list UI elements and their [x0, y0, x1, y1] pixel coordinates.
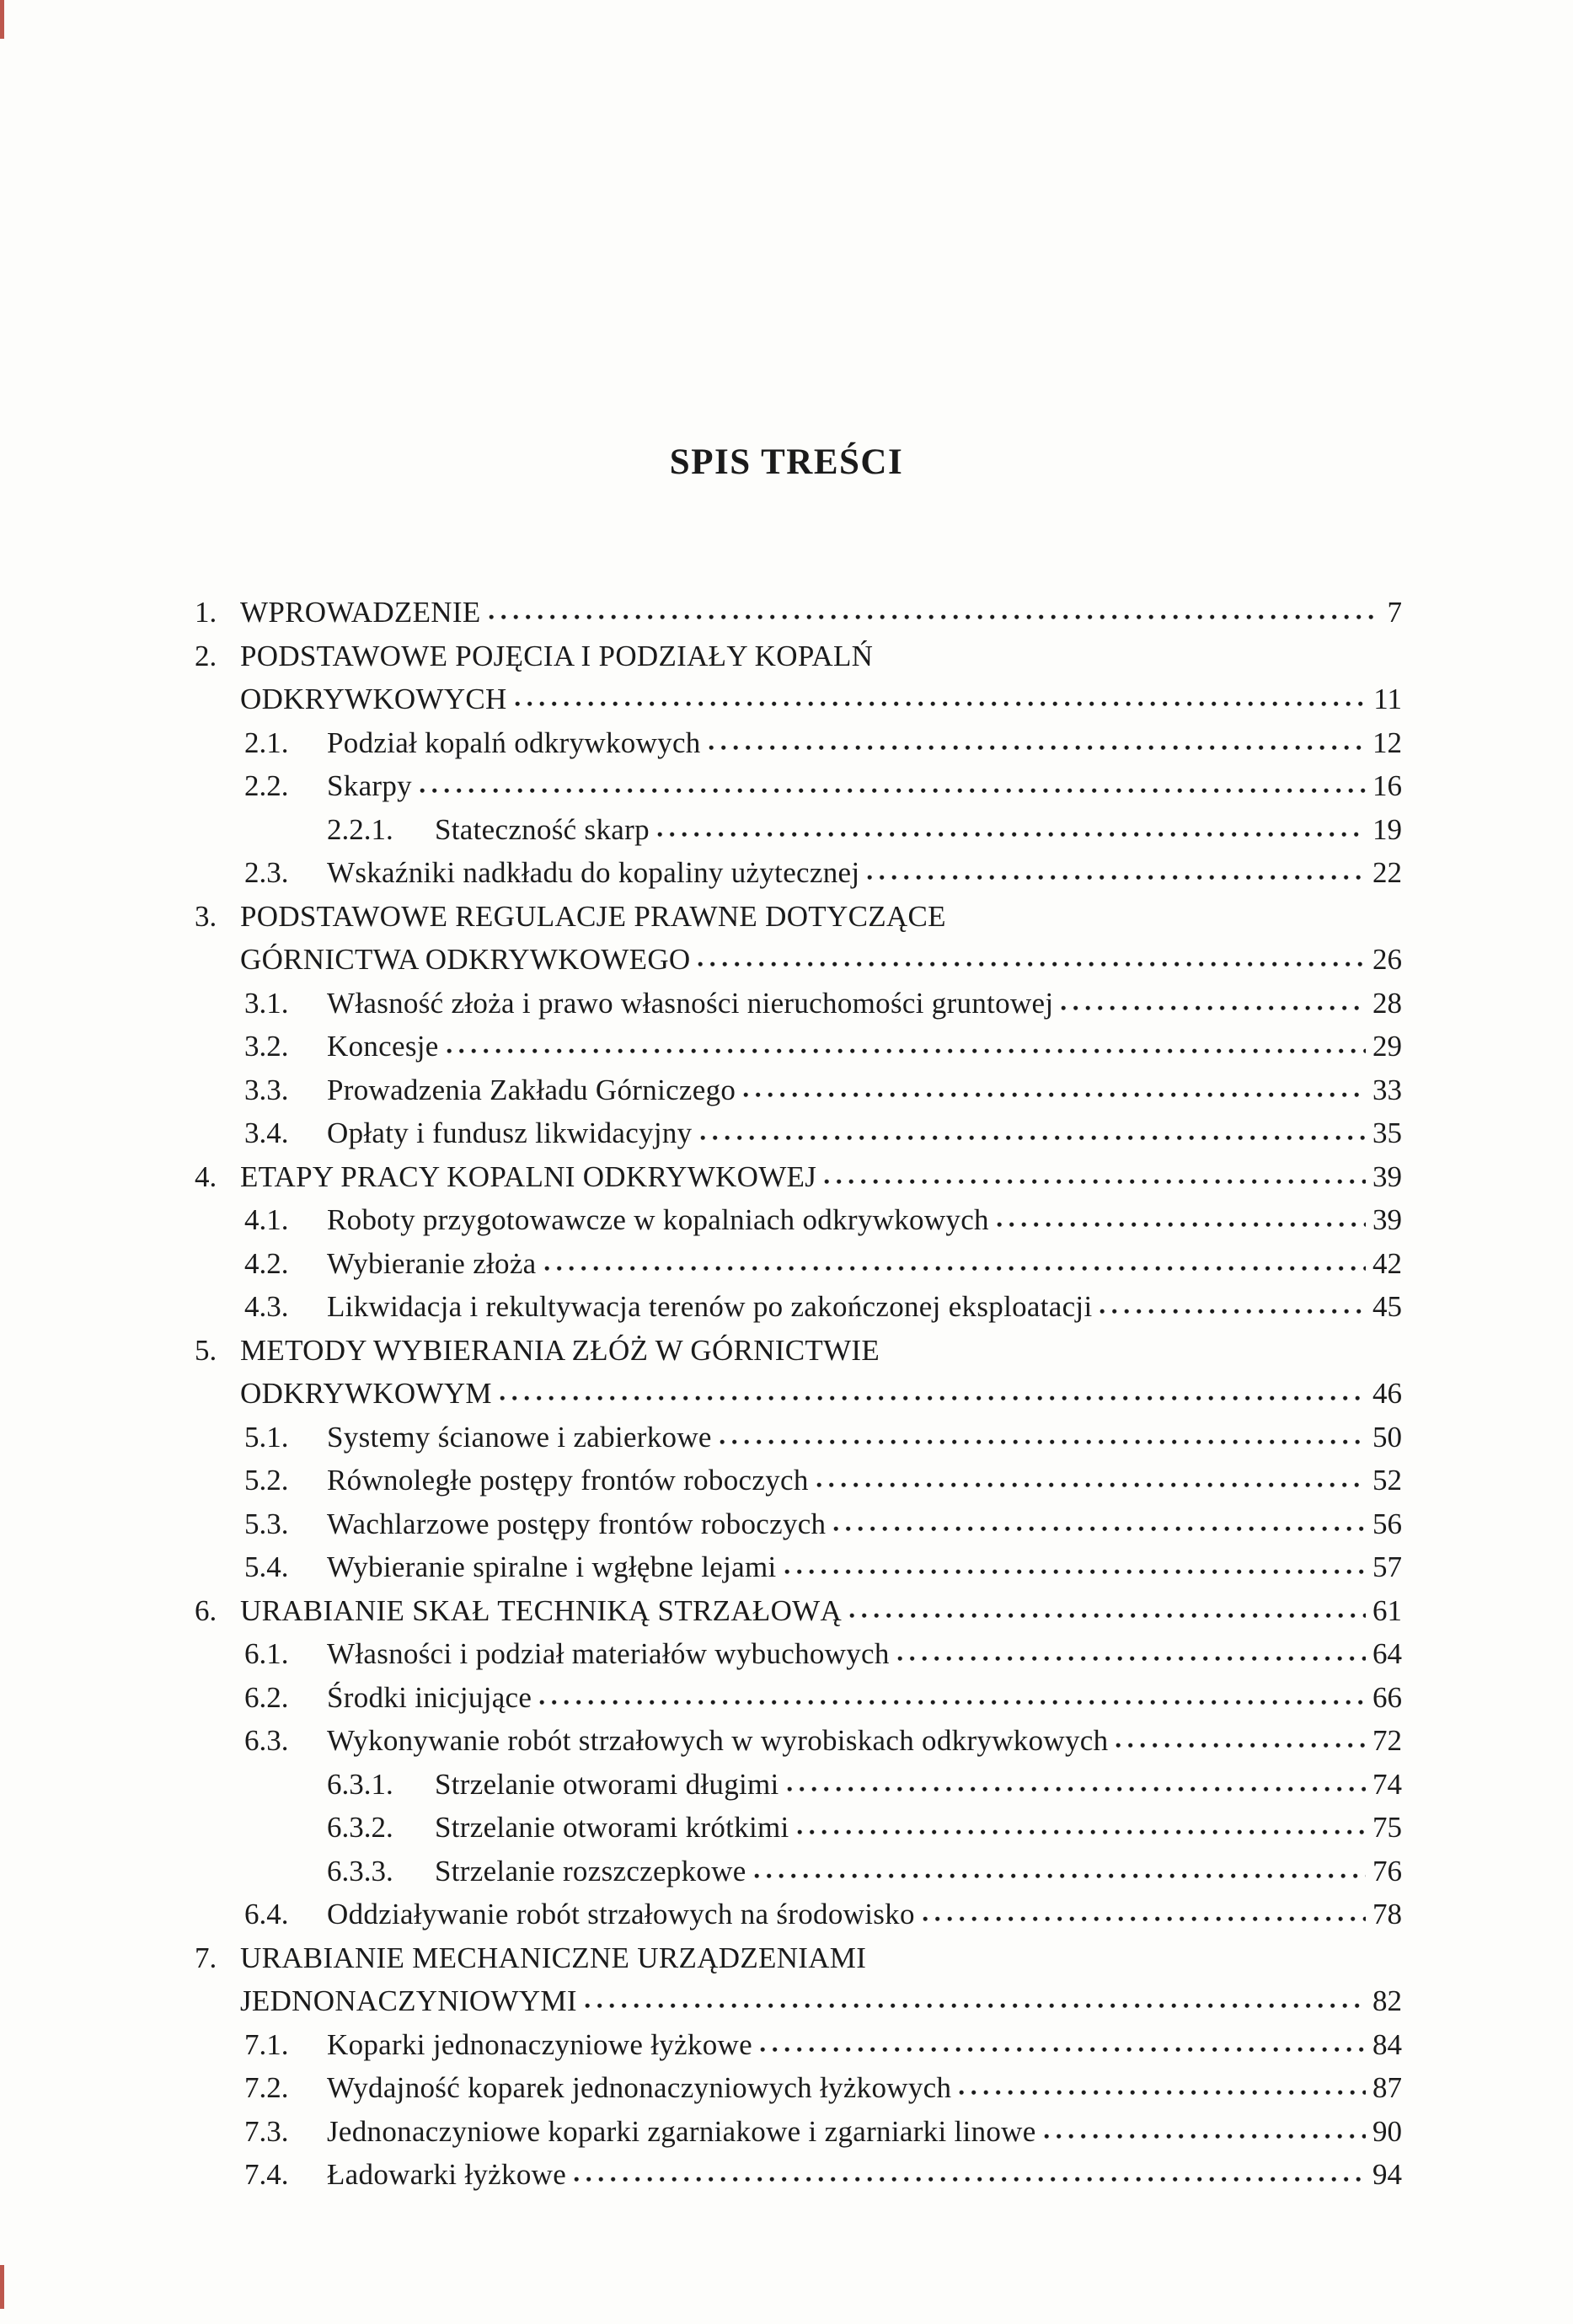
entry-label: ODKRYWKOWYM: [240, 1377, 492, 1410]
entry-page-number: 84: [1372, 2027, 1402, 2061]
toc-entry: [0, 1285, 1402, 1329]
dot-leader: [754, 1872, 1366, 1879]
toc-entry: [0, 982, 1402, 1025]
toc-entry: [0, 2066, 1402, 2110]
entry-label: Stateczność skarp: [435, 812, 650, 846]
entry-page-number: 74: [1372, 1767, 1402, 1801]
toc-entry: [0, 1632, 1402, 1676]
entry-label: Roboty przygotowawcze w kopalniach odkrywkowych: [327, 1203, 989, 1236]
entry-page-number: 90: [1372, 2114, 1402, 2148]
dot-leader: [784, 1568, 1367, 1575]
entry-number: 5.: [195, 1333, 217, 1367]
toc-entry: [0, 1545, 1402, 1589]
page-title: SPIS TREŚCI: [669, 442, 904, 482]
dot-leader: [743, 1091, 1366, 1098]
entry-number: 5.4.: [244, 1550, 289, 1583]
dot-leader: [867, 874, 1366, 881]
entry-label: GÓRNICTWA ODKRYWKOWEGO: [240, 943, 691, 976]
dot-leader: [760, 2046, 1366, 2053]
dot-leader: [544, 1265, 1366, 1272]
entry-number: 1.: [195, 596, 217, 629]
entry-number: 3.: [195, 899, 217, 933]
toc-entry: [0, 1893, 1402, 1936]
dot-leader: [997, 1221, 1366, 1228]
dot-leader: [849, 1612, 1366, 1619]
entry-label: Wybieranie złoża: [327, 1246, 537, 1280]
toc-entry: [0, 591, 1402, 635]
dot-leader: [923, 1915, 1366, 1922]
entry-page-number: 39: [1372, 1203, 1402, 1236]
entry-label: PODSTAWOWE POJĘCIA I PODZIAŁY KOPALŃ: [240, 639, 874, 672]
entry-label: WPROWADZENIE: [240, 596, 481, 629]
toc-entry: [0, 721, 1402, 765]
entry-label: Wybieranie spiralne i wgłębne lejami: [327, 1550, 777, 1583]
toc-entry: [0, 635, 1402, 678]
entry-page-number: 78: [1372, 1898, 1402, 1930]
entry-label: Wykonywanie robót strzałowych w wyrobiskach odkrywkowych: [327, 1724, 1109, 1757]
entry-label: Równoległe postępy frontów roboczych: [327, 1464, 809, 1497]
entry-page-number: 26: [1372, 943, 1402, 976]
entry-label: Strzelanie rozszczepkowe: [435, 1854, 746, 1888]
entry-page-number: 42: [1372, 1246, 1402, 1280]
entry-number: 6.4.: [244, 1898, 289, 1930]
entry-page-number: 45: [1372, 1290, 1402, 1323]
entry-number: 4.2.: [244, 1246, 289, 1280]
entry-number: 5.2.: [244, 1464, 289, 1497]
entry-number: 6.1.: [244, 1637, 289, 1670]
entry-label: Strzelanie otworami krótkimi: [435, 1811, 789, 1844]
dot-leader: [515, 700, 1367, 707]
dot-leader: [1061, 1004, 1366, 1011]
entry-page-number: 28: [1372, 986, 1402, 1020]
entry-label: METODY WYBIERANIA ZŁÓŻ W GÓRNICTWIE: [240, 1333, 880, 1367]
dot-leader: [1099, 1308, 1366, 1315]
entry-page-number: 46: [1372, 1377, 1402, 1410]
entry-page-number: 75: [1372, 1811, 1402, 1844]
toc-entry: [0, 1372, 1402, 1416]
dot-leader: [585, 2002, 1366, 2009]
toc-entry: [0, 808, 1402, 852]
entry-label: URABIANIE MECHANICZNE URZĄDZENIAMI: [240, 1941, 867, 1974]
toc-entry: [0, 1719, 1402, 1763]
entry-label: Koparki jednonaczyniowe łyżkowe: [327, 2027, 752, 2061]
entry-number: 7.1.: [244, 2027, 289, 2061]
dot-leader: [709, 744, 1366, 751]
toc-entry: [0, 2153, 1402, 2197]
toc-entry: [0, 851, 1402, 895]
entry-number: 4.1.: [244, 1203, 289, 1236]
toc-entry: [0, 1589, 1402, 1633]
entry-label: Jednonaczyniowe koparki zgarniakowe i zgarniarki linowe: [327, 2114, 1036, 2148]
entry-label: Systemy ścianowe i zabierkowe: [327, 1420, 712, 1454]
entry-page-number: 50: [1372, 1420, 1402, 1454]
entry-number: 6.3.2.: [327, 1811, 393, 1844]
dot-leader: [824, 1178, 1366, 1185]
toc-entry: [0, 1502, 1402, 1546]
dot-leader: [574, 2176, 1366, 2182]
entry-page-number: 16: [1372, 769, 1402, 802]
toc-entry: [0, 1242, 1402, 1286]
entry-label: Wydajność koparek jednonaczyniowych łyżkowych: [327, 2071, 952, 2104]
dot-leader: [500, 1395, 1366, 1401]
entry-number: 6.3.1.: [327, 1767, 393, 1801]
toc-entry: [0, 1850, 1402, 1893]
entry-label: Wskaźniki nadkładu do kopaliny użytecznej: [327, 856, 860, 889]
entry-page-number: 11: [1373, 683, 1402, 715]
toc-entry: [0, 677, 1402, 721]
entry-label: Środki inicjujące: [327, 1680, 532, 1714]
toc-entry: [0, 1936, 1402, 1980]
entry-label: JEDNONACZYNIOWYMI: [240, 1984, 577, 2017]
entry-label: Podział kopalń odkrywkowych: [327, 726, 701, 759]
entry-page-number: 52: [1372, 1464, 1402, 1497]
entry-number: 3.2.: [244, 1030, 289, 1063]
entry-number: 6.3.3.: [327, 1854, 393, 1888]
entry-label: Strzelanie otworami długimi: [435, 1767, 779, 1801]
toc-entry: [0, 1155, 1402, 1199]
entry-page-number: 19: [1372, 812, 1402, 846]
dot-leader: [698, 961, 1366, 967]
entry-number: 7.4.: [244, 2158, 289, 2191]
entry-page-number: 94: [1372, 2158, 1402, 2191]
entry-number: 7.: [195, 1941, 217, 1974]
dot-leader: [700, 1134, 1367, 1141]
entry-number: 7.2.: [244, 2071, 289, 2104]
dot-leader: [1044, 2133, 1366, 2139]
toc-entry: [0, 1329, 1402, 1373]
entry-number: 6.2.: [244, 1680, 289, 1714]
entry-page-number: 35: [1372, 1116, 1402, 1149]
scan-artifact-bottom-left: [0, 2265, 4, 2309]
entry-number: 2.: [195, 639, 217, 672]
entry-page-number: 33: [1372, 1073, 1402, 1106]
entry-number: 5.1.: [244, 1420, 289, 1454]
entry-page-number: 29: [1372, 1030, 1402, 1063]
entry-label: Opłaty i fundusz likwidacyjny: [327, 1116, 693, 1149]
toc-entry: [0, 1068, 1402, 1112]
entry-page-number: 66: [1372, 1680, 1402, 1714]
entry-number: 6.: [195, 1593, 217, 1627]
entry-number: 3.1.: [244, 986, 289, 1020]
entry-number: 4.: [195, 1159, 217, 1193]
entry-number: 2.1.: [244, 726, 289, 759]
scan-artifact-top-left: [0, 0, 4, 39]
toc-entry: [0, 895, 1402, 939]
entry-label: Własność złoża i prawo własności nieruchomości gruntowej: [327, 986, 1054, 1020]
entry-label: PODSTAWOWE REGULACJE PRAWNE DOTYCZĄCE: [240, 899, 946, 933]
dot-leader: [833, 1525, 1366, 1532]
dot-leader: [1116, 1742, 1366, 1748]
entry-label: Koncesje: [327, 1030, 439, 1063]
entry-number: 4.3.: [244, 1290, 289, 1323]
dot-leader: [959, 2089, 1366, 2096]
toc-entry: [0, 1025, 1402, 1068]
entry-number: 7.3.: [244, 2114, 289, 2148]
entry-label: Własności i podział materiałów wybuchowych: [327, 1637, 890, 1670]
toc-entry: [0, 1111, 1402, 1155]
dot-leader: [489, 613, 1381, 620]
entry-number: 5.3.: [244, 1507, 289, 1540]
entry-label: ODKRYWKOWYCH: [240, 683, 507, 715]
entry-page-number: 64: [1372, 1637, 1402, 1670]
entry-page-number: 72: [1372, 1724, 1402, 1757]
toc-entry: [0, 1676, 1402, 1720]
dot-leader: [897, 1655, 1366, 1662]
dot-leader: [420, 787, 1366, 794]
entry-number: 3.3.: [244, 1073, 289, 1106]
dot-leader: [447, 1047, 1366, 1054]
toc-entry: [0, 2023, 1402, 2067]
toc-entry: [0, 1806, 1402, 1850]
entry-label: Skarpy: [327, 769, 412, 802]
entry-page-number: 22: [1372, 856, 1402, 889]
entry-number: 2.2.1.: [327, 812, 393, 846]
entry-label: Ładowarki łyżkowe: [327, 2158, 567, 2191]
entry-label: ETAPY PRACY KOPALNI ODKRYWKOWEJ: [240, 1159, 817, 1193]
dot-leader: [657, 831, 1366, 838]
entry-page-number: 82: [1372, 1984, 1402, 2017]
entry-label: Oddziaływanie robót strzałowych na środowisko: [327, 1898, 915, 1930]
entry-number: 2.3.: [244, 856, 289, 889]
dot-leader: [787, 1786, 1366, 1792]
toc-entry: [0, 1979, 1402, 2023]
toc-entry: [0, 1416, 1402, 1459]
toc-entry: [0, 938, 1402, 982]
entry-page-number: 7: [1387, 596, 1402, 629]
entry-page-number: 56: [1372, 1507, 1402, 1540]
entry-number: 2.2.: [244, 769, 289, 802]
entry-page-number: 12: [1372, 726, 1402, 759]
toc-entry: [0, 764, 1402, 808]
entry-page-number: 76: [1372, 1854, 1402, 1888]
entry-label: Wachlarzowe postępy frontów roboczych: [327, 1507, 827, 1540]
dot-leader: [816, 1481, 1366, 1488]
entry-number: 6.3.: [244, 1724, 289, 1757]
dot-leader: [539, 1699, 1366, 1706]
table-of-contents: [0, 591, 1402, 2197]
toc-entry: [0, 1763, 1402, 1807]
toc-entry: [0, 1198, 1402, 1242]
dot-leader: [797, 1829, 1366, 1835]
toc-entry: [0, 2110, 1402, 2154]
entry-page-number: 87: [1372, 2071, 1402, 2104]
entry-label: Prowadzenia Zakładu Górniczego: [327, 1073, 736, 1106]
entry-page-number: 61: [1372, 1593, 1402, 1627]
dot-leader: [720, 1438, 1366, 1445]
entry-page-number: 57: [1372, 1550, 1402, 1583]
entry-page-number: 39: [1372, 1159, 1402, 1193]
entry-label: URABIANIE SKAŁ TECHNIKĄ STRZAŁOWĄ: [240, 1593, 843, 1627]
entry-label: Likwidacja i rekultywacja terenów po zakończonej eksploatacji: [327, 1290, 1093, 1323]
entry-number: 3.4.: [244, 1116, 289, 1149]
toc-entry: [0, 1459, 1402, 1502]
